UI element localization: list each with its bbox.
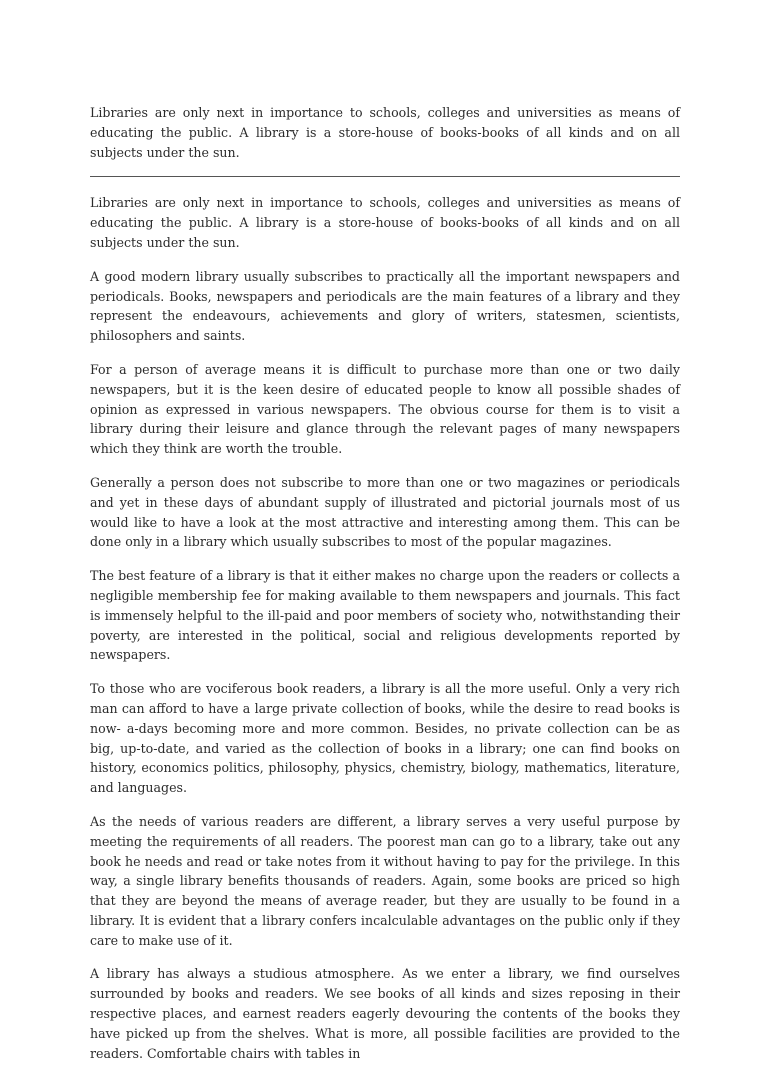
- body-paragraph-7: As the needs of various readers are different, a library serves a very useful purpose by meeting the requirements of all readers. The poorest man can go to a library, take out any book he needs and read or take notes from it without having to pay for the privilege. In this way, a single library benefits thousands of readers. Again, some books are priced so high that they are beyond the means of average reader, but they are usually to be found in a library. It is evident that a library confers incalculable advantages on the public only if they care to make use of it.: [90, 813, 680, 948]
- body-paragraph-6: To those who are vociferous book readers, a library is all the more useful. Only a very rich man can afford to have a large private collection of books, while the desire to read books is now- a-days becoming more and more common. Besides, no private collection can be as big, up-to-date, and varied as the collection of books in a library; one can find books on history, economics politics, philosophy, physics, chemistry, biology, mathematics, literature, and languages.: [90, 681, 680, 796]
- body-paragraph-8: A library has always a studious atmosphere. As we enter a library, we find ourselves surrounded by books and readers. We see books of all kinds and sizes reposing in their respective places, and earnest readers eagerly devouring the contents of the books they have picked up from the shelves. What is more, all possible facilities are provided to the readers. Comfortable chairs with tables in: [90, 966, 680, 1061]
- document-page: [90, 103, 680, 1077]
- horizontal-divider: [90, 176, 680, 177]
- body-paragraph-3: For a person of average means it is difficult to purchase more than one or two daily newspapers, but it is the keen desire of educated people to know all possible shades of opinion as expressed in various newspapers. The obvious course for them is to visit a library during their leisure and glance through the relevant pages of many newspapers which they think are worth the trouble.: [90, 361, 680, 457]
- body-paragraph-2: A good modern library usually subscribes to practically all the important newspapers and periodicals. Books, newspapers and periodicals are the main features of a library and they represent the endeavours, achievements and glory of writers, statesmen, scientists, philosophers and saints.: [90, 268, 680, 344]
- intro-paragraph: Libraries are only next in importance to schools, colleges and universities as means of educating the public. A library is a store-house of books-books of all kinds and on all subjects under the sun.: [90, 105, 680, 160]
- body-paragraph-5: The best feature of a library is that it either makes no charge upon the readers or collects a negligible membership fee for making available to them newspapers and journals. This fact is immensely helpful to the ill-paid and poor members of society who, notwithstanding their poverty, are interested in the political, social and religious developments reported by newspapers.: [90, 568, 680, 663]
- body-paragraph-4: Generally a person does not subscribe to more than one or two magazines or periodicals and yet in these days of abundant supply of illustrated and pictorial journals most of us would like to have a look at the most attractive and interesting among them. This can be done only in a library which usually subscribes to most of the popular magazines.: [90, 474, 680, 550]
- body-paragraph-1: Libraries are only next in importance to schools, colleges and universities as means of educating the public. A library is a store-house of books-books of all kinds and on all subjects under the sun.: [90, 195, 680, 250]
